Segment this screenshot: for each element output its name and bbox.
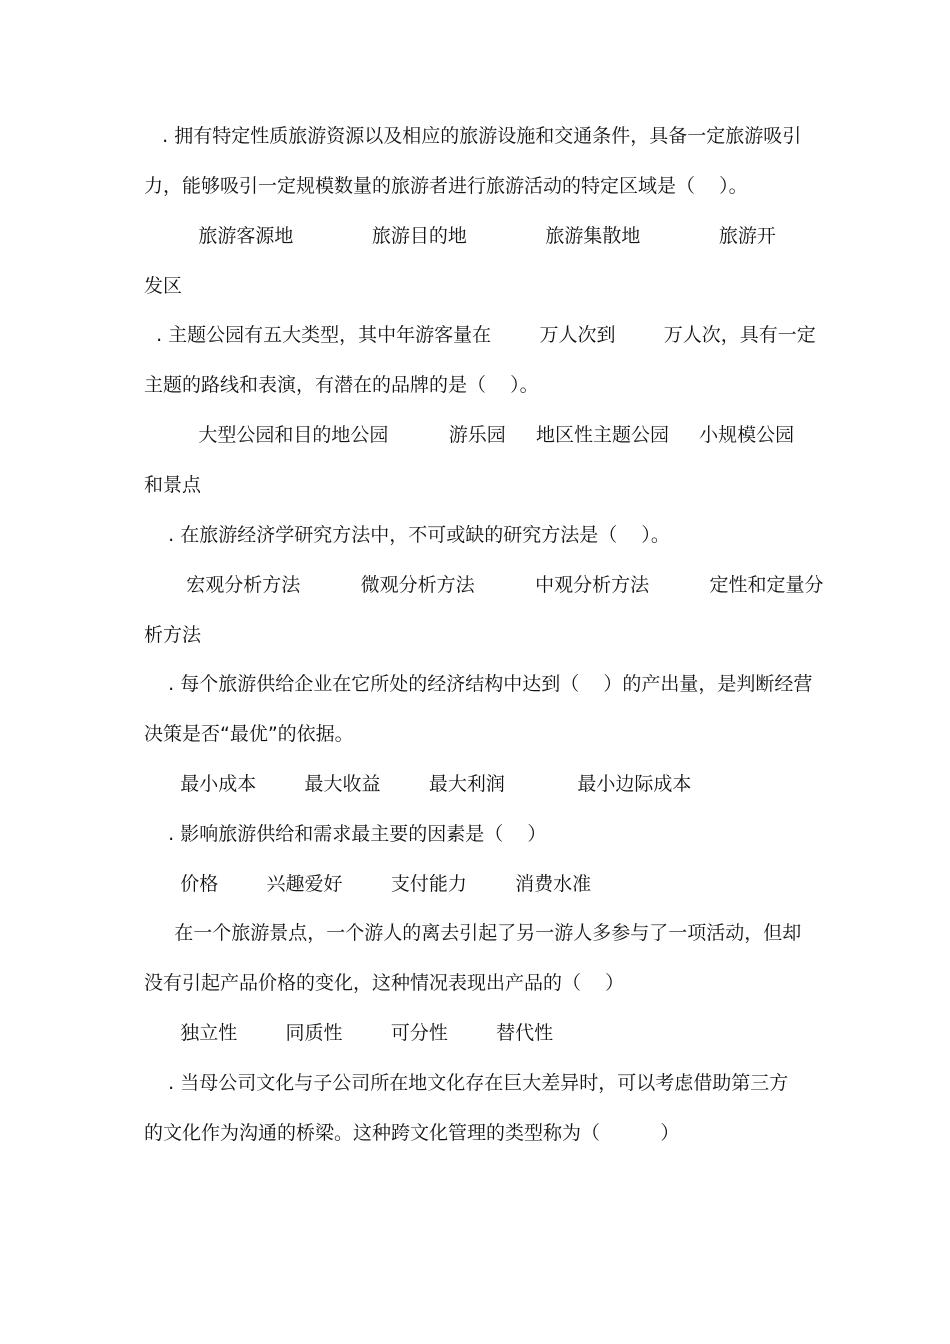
q7-stem-line-1: . 当母公司文化与子公司所在地文化存在巨大差异时，可以考虑借助第三方 xyxy=(144,1072,789,1094)
q7-stem-line-2: 的文化作为沟通的桥梁。这种跨文化管理的类型称为（ ） xyxy=(144,1122,680,1144)
q6-stem-line-1: 在一个旅游景点，一个游人的离去引起了另一游人多参与了一项活动，但却 xyxy=(144,922,802,944)
q3-stem: . 在旅游经济学研究方法中，不可或缺的研究方法是（ ）。 xyxy=(144,524,670,546)
q3-options-line-1: 宏观分析方法 微观分析方法 中观分析方法 定性和定量分 xyxy=(144,574,824,596)
q2-stem-line-2: 主题的路线和表演，有潜在的品牌的是（ ）。 xyxy=(144,374,539,396)
q4-stem-line-2: 决策是否“最优”的依据。 xyxy=(144,723,354,745)
q1-stem-line-1: . 拥有特定性质旅游资源以及相应的旅游设施和交通条件，具备一定旅游吸引 xyxy=(144,125,802,147)
q2-options-line-2: 和景点 xyxy=(144,474,202,496)
q4-stem-line-1: . 每个旅游供给企业在它所处的经济结构中达到（ ）的产出量，是判断经营 xyxy=(144,673,813,695)
q2-options-line-1: 大型公园和目的地公园 游乐园 地区性主题公园 小规模公园 xyxy=(144,424,795,446)
q1-stem-line-2: 力，能够吸引一定规模数量的旅游者进行旅游活动的特定区域是（ ）。 xyxy=(144,175,748,197)
q6-options: 独立性 同质性 可分性 替代性 xyxy=(144,1022,554,1044)
q4-options: 最小成本 最大收益 最大利润 最小边际成本 xyxy=(144,773,692,795)
q5-options: 价格 兴趣爱好 支付能力 消费水准 xyxy=(144,873,592,895)
q2-stem-line-1: . 主题公园有五大类型，其中年游客量在 万人次到 万人次，具有一定 xyxy=(144,324,816,346)
q3-options-line-2: 析方法 xyxy=(144,624,202,646)
q1-options-line-2: 发区 xyxy=(144,275,183,297)
q1-options-line-1: 旅游客源地 旅游目的地 旅游集散地 旅游开 xyxy=(144,225,776,247)
q6-stem-line-2: 没有引起产品价格的变化，这种情况表现出产品的（ ） xyxy=(144,972,625,994)
q5-stem: . 影响旅游供给和需求最主要的因素是（ ） xyxy=(144,823,547,845)
